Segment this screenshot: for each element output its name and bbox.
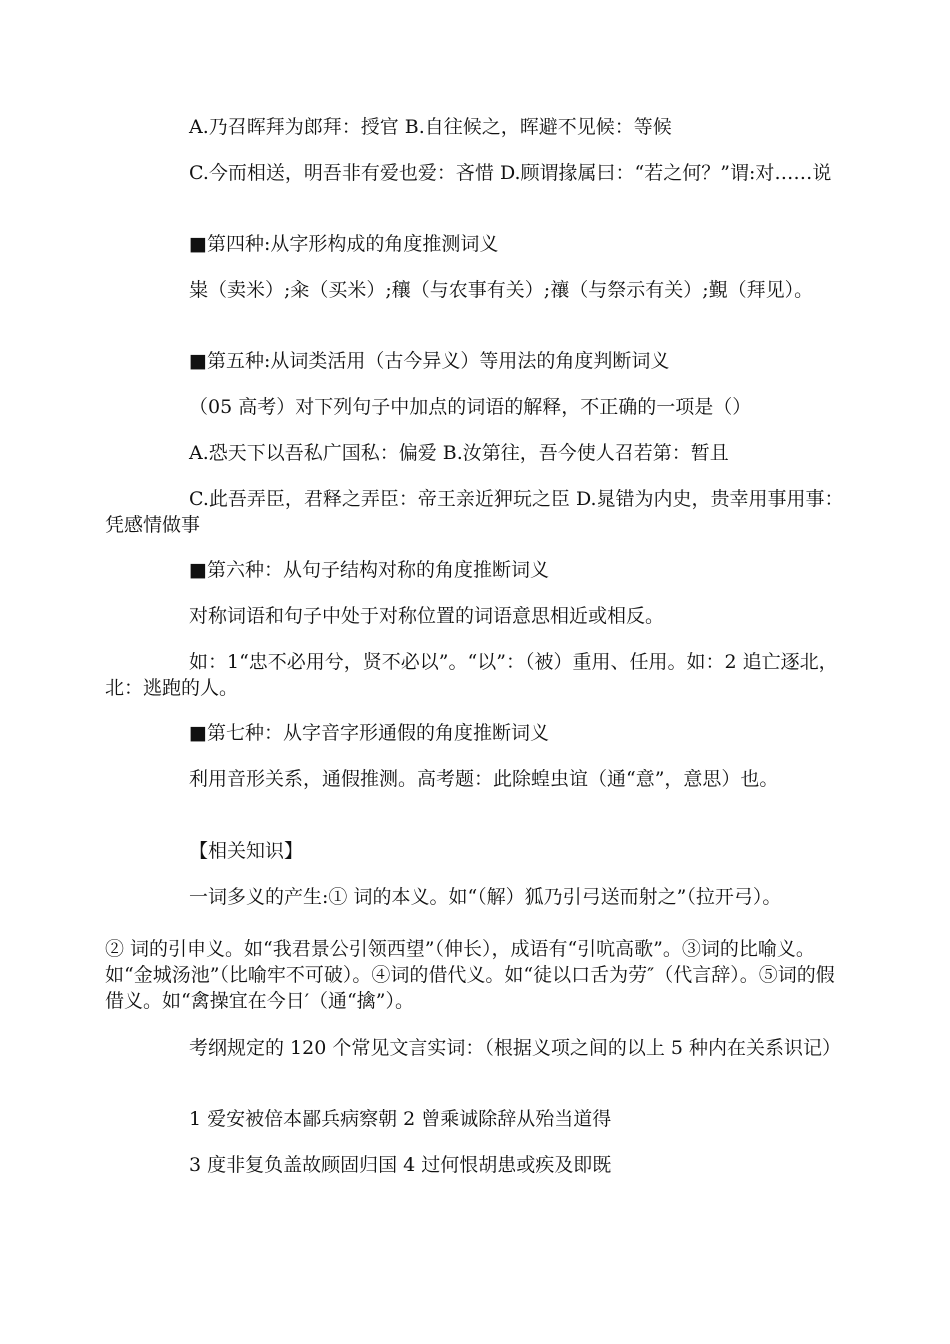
heading-related-knowledge: 【相关知识】 [189,840,304,862]
paragraph-exam-question: （05 高考）对下列句子中加点的词语的解释，不正确的一项是（） [189,396,752,418]
paragraph-word-list-1-2: 1 爱安被倍本鄙兵病察朝 2 曾乘诚除辞从殆当道得 [189,1108,612,1130]
paragraph-symmetry-explanation: 对称词语和句子中处于对称位置的词语意思相近或相反。 [189,605,665,627]
paragraph-polysemy-intro: 一词多义的产生:① 词的本义。如“（解）狐乃引弓送而射之”（拉开弓）。 [189,886,782,908]
heading-method-4: ■第四种:从字形构成的角度推测词义 [189,233,499,255]
paragraph-word-list-3-4: 3 度非复负盖故顾固归国 4 过何恨胡患或疾及即既 [189,1154,612,1176]
heading-method-5: ■第五种:从词类活用（古今异义）等用法的角度判断词义 [189,350,670,372]
heading-method-6: ■第六种：从句子结构对称的角度推断词义 [189,559,549,581]
paragraph-character-examples: 粜（卖米）;籴（买米）;穰（与农事有关）;禳（与祭示有关）;覲（拜见）。 [189,279,814,301]
heading-method-7: ■第七种：从字音字形通假的角度推断词义 [189,722,549,744]
paragraph-polysemy-types: ② 词的引申义。如“我君景公引领西望”（伸长），成语有“引吭高歌”。③词的比喻义。如“金城汤池”（比喻牢不可破）。④词的借代义。如“徒以口舌为劳″（代言辞）。⑤词的假借义。如“禽操宜在今日′（通“擒”）。 [105,938,835,1012]
paragraph-syllabus-note: 考纲规定的 120 个常见文言实词：（根据义项之间的以上 5 种内在关系识记） [189,1037,842,1059]
paragraph-option-ab-1: A.乃召晖拜为郎拜：授官 B.自往候之，晖避不见候：等候 [189,116,672,138]
paragraph-symmetry-examples: 如：1“忠不必用兮，贤不必以”。“以”：（被）重用、任用。如：2 追亡逐北，北：逃跑的人。 [105,651,838,699]
paragraph-option-cd-1: C.今而相送，明吾非有爱也爱：吝惜 D.顾谓掾属曰：“若之何？”谓:对……说 [189,162,832,184]
paragraph-option-ab-2: A.恐天下以吾私广国私：偏爱 B.汝第往，吾今使人召若第：暂且 [189,442,729,464]
paragraph-option-cd-2: C.此吾弄臣，君释之弄臣：帝王亲近狎玩之臣 D.晁错为内史，贵幸用事用事：凭感情做事 [105,488,844,536]
paragraph-phonetic-loan: 利用音形关系，通假推测。高考题：此除蝗虫谊（通“意”，意思）也。 [189,768,779,790]
